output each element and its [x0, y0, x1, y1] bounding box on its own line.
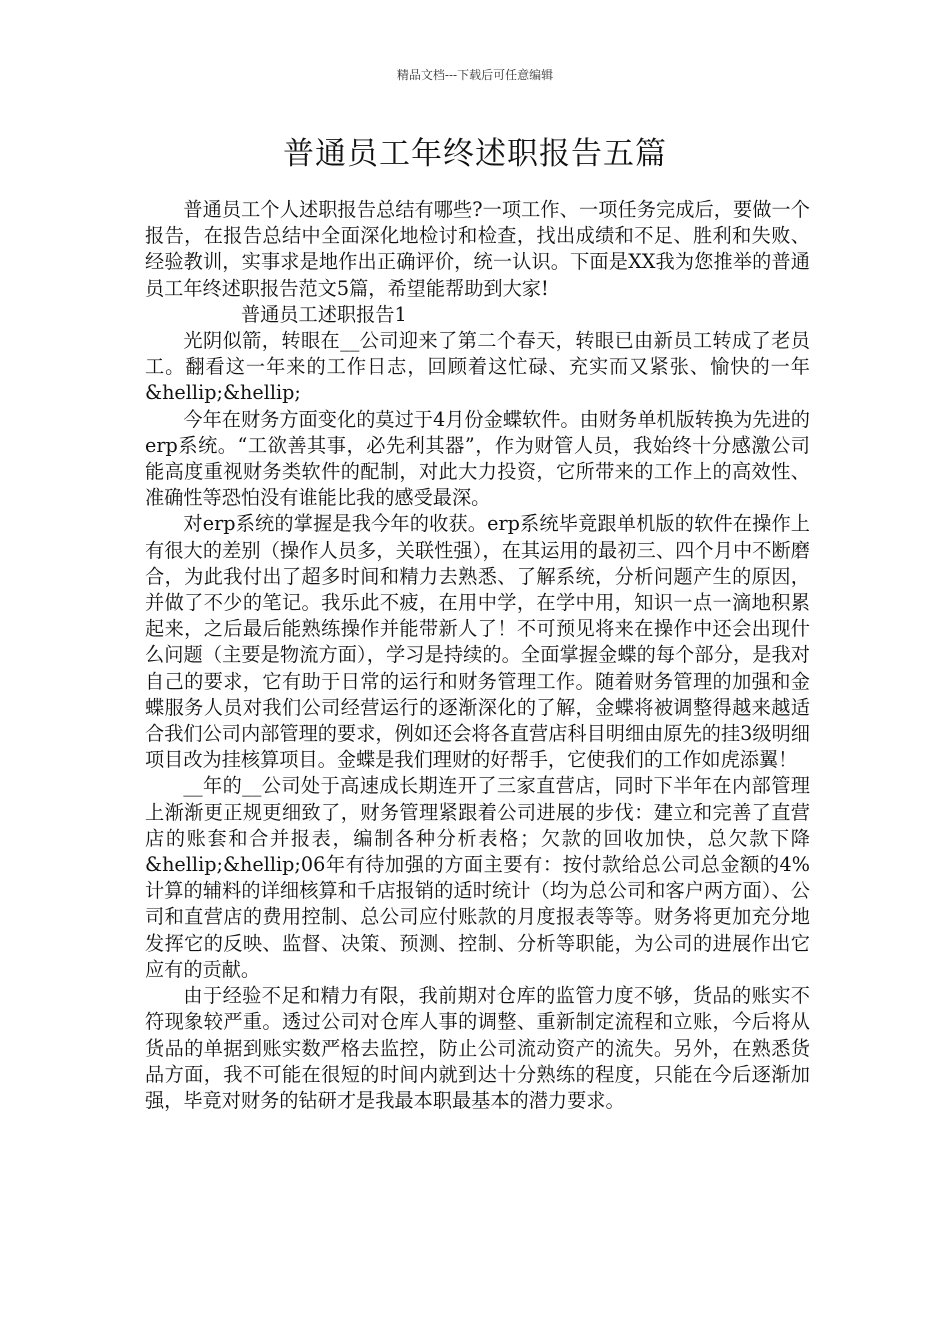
document-title: 普通员工年终述职报告五篇 [283, 136, 667, 172]
body-paragraph: 光阴似箭，转眼在__公司迎来了第二个春天，转眼已由新员工转成了老员工。翻看这一年来的工作日志，回顾着这忙碌、充实而又紧张、愉快的一年&hellip;&hellip; [145, 329, 810, 405]
body-paragraph: __年的__公司处于高速成长期连开了三家直营店，同时下半年在内部管理上渐渐更正规更细致了，财务管理紧跟着公司进展的步伐：建立和完善了直营店的账套和合并报表，编制各种分析表格；欠款的回收加快，总欠款下降&hellip;&hellip;06年有待加强的方面主要有：按付款给总公司总金额的4%计算的辅料的详细核算和千店报销的适时统计（均为总公司和客户两方面）、公司和直营店的费用控制、总公司应付账款的月度报表等等。财务将更加充分地发挥它的反映、监督、决策、预测、控制、分析等职能，为公司的进展作出它应有的贡献。 [145, 774, 810, 981]
body-paragraph: 对erp系统的掌握是我今年的收获。erp系统毕竟跟单机版的软件在操作上有很大的差别（操作人员多，关联性强），在其运用的最初三、四个月中不断磨合，为此我付出了超多时间和精力去熟悉、了解系统，分析问题产生的原因，并做了不少的笔记。我乐此不疲，在用中学，在学中用，知识一点一滴地积累起来，之后最后能熟练操作并能带新人了！不可预见将来在操作中还会出现什么问题（主要是物流方面），学习是持续的。全面掌握金蝶的每个部分，是我对自己的要求，它有助于日常的运行和财务管理工作。随着财务管理的加强和金蝶服务人员对我们公司经营运行的逐渐深化的了解，金蝶将被调整得越来越适合我们公司内部管理的要求，例如还会将各直营店科目明细由原先的挂3级明细项目改为挂核算项目。金蝶是我们理财的好帮手，它使我们的工作如虎添翼！ [145, 512, 810, 772]
body-paragraph: 今年在财务方面变化的莫过于4月份金蝶软件。由财务单机版转换为先进的erp系统。“工欲善其事，必先利其器”，作为财管人员，我始终十分感激公司能高度重视财务类软件的配制，对此大力投资，它所带来的工作上的高效性、准确性等恐怕没有谁能比我的感受最深。 [145, 407, 810, 510]
intro-paragraph: 普通员工个人述职报告总结有哪些?一项工作、一项任务完成后，要做一个报告，在报告总结中全面深化地检讨和检查，找出成绩和不足、胜利和失败、经验教训，实事求是地作出正确评价，统一认识。下面是XX我为您推举的普通员工年终述职报告范文5篇，希望能帮助到大家! [145, 198, 810, 300]
page-header-note: 精品文档---下载后可任意编辑 [396, 68, 554, 82]
document-body [145, 197, 810, 1114]
section-heading-report-1: 普通员工述职报告1 [241, 302, 407, 326]
body-paragraph: 由于经验不足和精力有限，我前期对仓库的监管力度不够，货品的账实不符现象较严重。透过公司对仓库人事的调整、重新制定流程和立账，今后将从货品的单据到账实数严格去监控，防止公司流动资产的流失。另外，在熟悉货品方面，我不可能在很短的时间内就到达十分熟练的程度，只能在今后逐渐加强，毕竟对财务的钻研才是我最本职最基本的潜力要求。 [145, 984, 810, 1112]
